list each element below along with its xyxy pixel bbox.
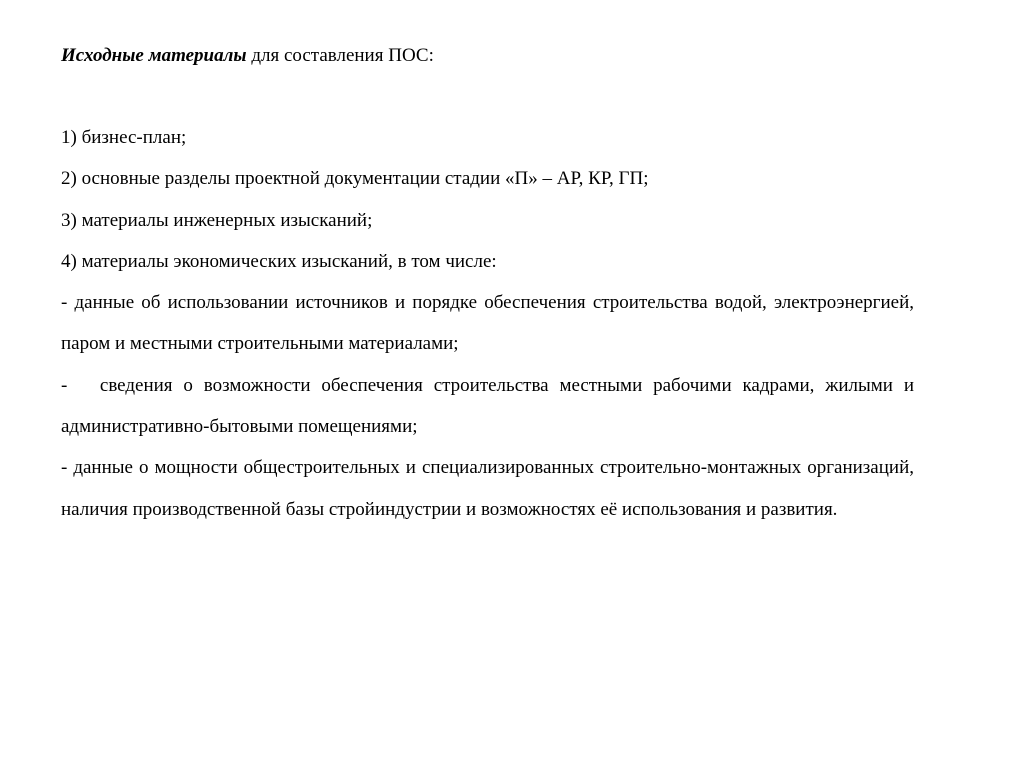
list-item-engineering-surveys: 3) материалы инженерных изысканий; bbox=[61, 209, 373, 231]
list-item-economic-surveys: 4) материалы экономических изысканий, в том числе: bbox=[61, 250, 497, 272]
list-item-business-plan: 1) бизнес-план; bbox=[61, 127, 187, 148]
slide-heading bbox=[61, 36, 914, 76]
slide-content bbox=[61, 36, 919, 530]
heading-spacer bbox=[61, 76, 914, 117]
list-item-project-sections: 2) основные разделы проектной документации стадии «П» – АР, КР, ГП; bbox=[61, 168, 649, 190]
heading-emphasis: Исходные материалы bbox=[61, 45, 247, 66]
heading-rest: для составления ПОС: bbox=[246, 45, 434, 66]
sublist-item-workforce: - сведения о возможности обеспечения строительства местными рабочими кадрами, жилыми и административно-бытовыми помещениями; bbox=[61, 374, 919, 438]
sublist-item-resources: - данные об использовании источников и порядке обеспечения строительства водой, электроэнергией, паром и местными строительными материалами; bbox=[61, 292, 919, 355]
sublist-item-organizations: - данные о мощности общестроительных и специализированных строительно-монтажных организаций, наличия производственной базы стройиндустрии и возможностях её использования и развития. bbox=[61, 457, 914, 520]
